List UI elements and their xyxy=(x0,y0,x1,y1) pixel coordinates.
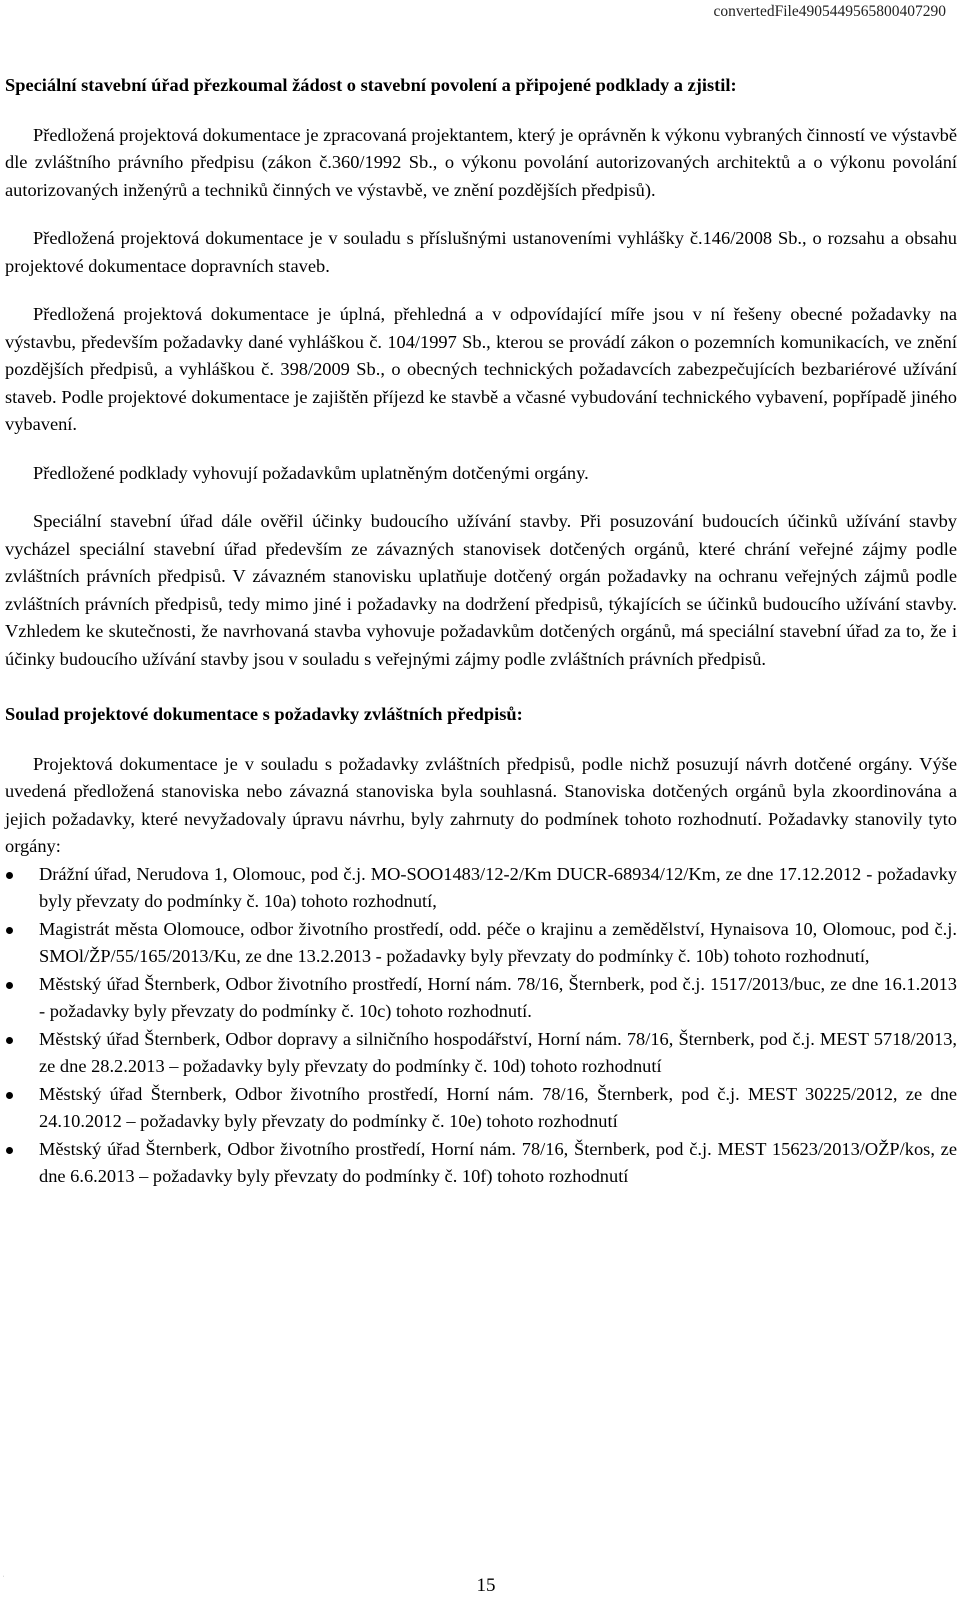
page-content xyxy=(5,72,957,1191)
authority-text: Drážní úřad, Nerudova 1, Olomouc, pod č.j. MO-SOO1483/12-2/Km DUCR-68934/12/Km, ze dne 17.12.2012 - požadavky byly převzaty do podmínky č. 10a) tohoto rozhodnutí, xyxy=(39,863,957,911)
bullet-icon xyxy=(6,872,13,879)
bullet-icon xyxy=(6,927,13,934)
authority-text: Městský úřad Šternberk, Odbor dopravy a silničního hospodářství, Horní nám. 78/16, Šternberk, pod č.j. MEST 5718/2013, ze dne 28.2.2013 – požadavky byly převzaty do podmínky č. 10d) tohoto rozhodnutí xyxy=(39,1028,957,1076)
bullet-icon xyxy=(6,1092,13,1099)
authorities-list xyxy=(5,861,957,1191)
list-item xyxy=(5,1026,957,1081)
footer-fine-print: • xyxy=(3,1574,5,1578)
review-heading: Speciální stavební úřad přezkoumal žádost o stavební povolení a připojené podklady a zjistil: xyxy=(5,75,737,95)
bullet-icon xyxy=(6,1037,13,1044)
paragraph-designer-authorization: Předložená projektová dokumentace je zpracovaná projektantem, který je oprávněn k výkonu vybraných činností ve výstavbě dle zvláštního právního předpisu (zákon č.360/1992 Sb., o výkonu povolání autorizovaných architektů a o výkonu povolání autorizovaných inženýrů a techniků činných ve výstavbě, ve znění pozdějších předpisů). xyxy=(5,124,957,200)
paragraph-future-use-effects: Speciální stavební úřad dále ověřil účinky budoucího užívání stavby. Při posuzování budoucích účinků užívání stavby vycházel speciální stavební úřad především ze závazných stanovisek dotčených orgánů, které chrání veřejné zájmy podle zvláštních právních předpisů. V závazném stanovisku uplatňuje dotčený orgán požadavky na ochranu veřejných zájmů podle zvláštních právních předpisů, tedy mimo jiné i požadavky na dodržení předpisů, týkajících se účinků budoucího užívání stavby. Vzhledem ke skutečnosti, že navrhovaná stavba vyhovuje požadavkům dotčených orgánů, má speciální stavební úřad za to, že i účinky budoucího užívání stavby jsou v souladu s veřejnými zájmy podle zvláštních právních předpisů. xyxy=(5,511,957,669)
bullet-icon xyxy=(6,982,13,989)
list-item xyxy=(5,971,957,1026)
list-item xyxy=(5,861,957,916)
bullet-icon xyxy=(6,1147,13,1154)
paragraph-general-requirements: Předložená projektová dokumentace je úplná, přehledná a v odpovídající míře jsou v ní řešeny obecné požadavky na výstavbu, především požadavky dané vyhláškou č. 104/1997 Sb., kterou se provádí zákon o pozemních komunikacích, ve znění pozdějších předpisů, a vyhláškou č. 398/2009 Sb., o obecných technických požadavcích zabezpečujících bezbariérové užívání staveb. Podle projektové dokumentace je zajištěn příjezd ke stavbě a včasné vybudování technického vybavení, popřípadě jiného vybavení. xyxy=(5,304,957,434)
authority-text: Městský úřad Šternberk, Odbor životního prostředí, Horní nám. 78/16, Šternberk, pod č.j. 1517/2013/buc, ze dne 16.1.2013 - požadavky byly převzaty do podmínky č. 10c) tohoto rozhodnutí. xyxy=(39,973,957,1021)
compliance-heading: Soulad projektové dokumentace s požadavky zvláštních předpisů: xyxy=(5,704,523,724)
paragraph-documents-compliance: Předložené podklady vyhovují požadavkům uplatněným dotčenými orgány. xyxy=(33,462,589,483)
document-file-id: convertedFile490544956580040729​0 xyxy=(713,3,946,20)
page-number: 15 xyxy=(476,1575,496,1596)
authority-text: Městský úřad Šternberk, Odbor životního prostředí, Horní nám. 78/16, Šternberk, pod č.j. MEST 15623/2013/OŽP/kos, ze dne 6.6.2013 – požadavky byly převzaty do podmínky č. 10f) tohoto rozhodnutí xyxy=(39,1138,957,1186)
authority-text: Magistrát města Olomouce, odbor životního prostředí, odd. péče o krajinu a zemědělství, Hynaisova 10, Olomouc, pod č.j. SMOl/ŽP/55/165/2013/Ku, ze dne 13.2.2013 - požadavky byly převzaty do podmínky č. 10b) tohoto rozhodnutí, xyxy=(39,918,957,966)
paragraph-decree-146: Předložená projektová dokumentace je v souladu s příslušnými ustanoveními vyhlášky č.146/2008 Sb., o rozsahu a obsahu projektové dokumentace dopravních staveb. xyxy=(5,228,957,276)
authority-text: Městský úřad Šternberk, Odbor životního prostředí, Horní nám. 78/16, Šternberk, pod č.j. MEST 30225/2012, ze dne 24.10.2012 – požadavky byly převzaty do podmínky č. 10e) tohoto rozhodnutí xyxy=(39,1083,957,1131)
list-item xyxy=(5,1081,957,1136)
list-item xyxy=(5,916,957,971)
paragraph-authorities-intro: Projektová dokumentace je v souladu s požadavky zvláštních předpisů, podle nichž posuzují návrh dotčené orgány. Výše uvedená předložená stanoviska nebo závazná stanoviska byla souhlasná. Stanoviska dotčených orgánů byla zkoordinována a jejich požadavky, které nevyžadovaly úpravu návrhu, byly zahrnuty do podmínek tohoto rozhodnutí. Požadavky stanovily tyto orgány: xyxy=(5,753,957,856)
list-item xyxy=(5,1136,957,1191)
